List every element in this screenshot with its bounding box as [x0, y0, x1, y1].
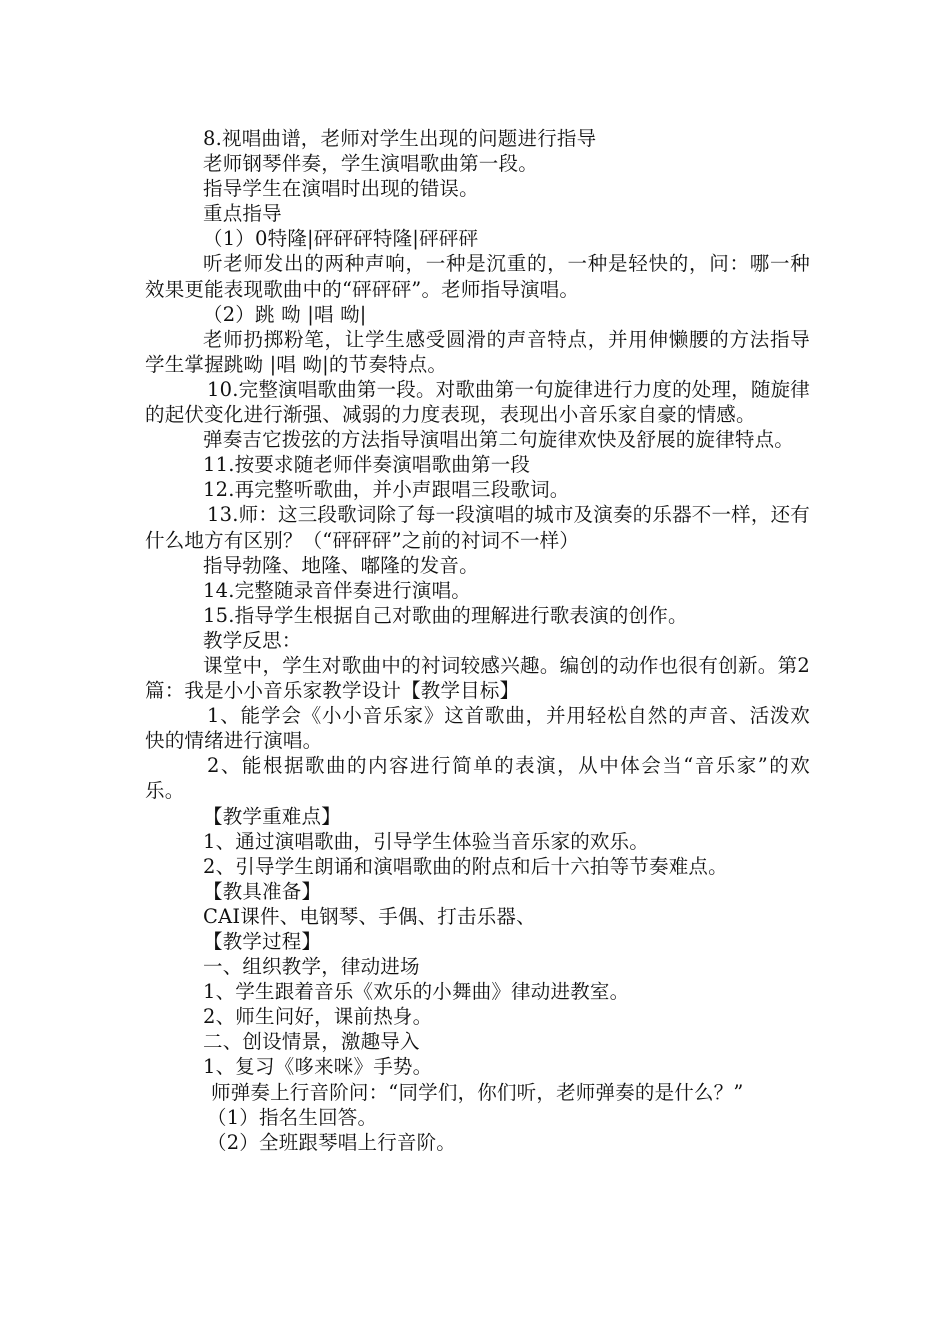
paragraph: 13.师：这三段歌词除了每一段演唱的城市及演奏的乐器不一样，还有什么地方有区别？（“砰砰砰”之前的衬词不一样） [145, 503, 810, 552]
paragraph: （2）跳 呦 |唱 呦| [203, 302, 367, 326]
paragraph: 10.完整演唱歌曲第一段。对歌曲第一句旋律进行力度的处理，随旋律的起伏变化进行渐强、减弱的力度表现，表现出小音乐家自豪的情感。 [145, 377, 810, 427]
paragraph: 2、能根据歌曲的内容进行简单的表演，从中体会当“音乐家”的欢乐。 [145, 754, 810, 803]
paragraph: 2、师生问好，课前热身。 [203, 1005, 433, 1029]
paragraph: 听老师发出的两种声响，一种是沉重的，一种是轻快的，问：哪一种效果更能表现歌曲中的“砰砰砰”。老师指导演唱。 [145, 252, 810, 301]
paragraph: 15.指导学生根据自己对歌曲的理解进行歌表演的创作。 [203, 603, 688, 627]
section-heading: 【教具准备】 [203, 879, 322, 903]
paragraph: （2）全班跟琴唱上行音阶。 [207, 1130, 457, 1154]
paragraph: 指导学生在演唱时出现的错误。 [203, 177, 479, 201]
paragraph: 14.完整随录音伴奏进行演唱。 [203, 578, 472, 602]
paragraph: 一、组织教学，律动进场 [203, 955, 420, 979]
paragraph: 教学反思： [203, 628, 302, 652]
paragraph: 老师钢琴伴奏，学生演唱歌曲第一段。 [203, 152, 538, 176]
section-heading: 【教学重难点】 [203, 804, 341, 828]
paragraph: 师弹奏上行音阶问：“同学们，你们听，老师弹奏的是什么？” [211, 1080, 744, 1104]
paragraph: 重点指导 [203, 202, 282, 226]
paragraph: 1、能学会《小小音乐家》这首歌曲，并用轻松自然的声音、活泼欢快的情绪进行演唱。 [145, 704, 810, 753]
paragraph: 8.视唱曲谱，老师对学生出现的问题进行指导 [203, 127, 597, 150]
document-body [145, 126, 810, 1155]
paragraph: 课堂中，学生对歌曲中的衬词较感兴趣。编创的动作也很有创新。第2篇：我是小小音乐家教学设计【教学目标】 [145, 653, 810, 703]
paragraph: 1、学生跟着音乐《欢乐的小舞曲》律动进教室。 [203, 980, 630, 1004]
section-heading: 【教学过程】 [203, 930, 322, 953]
paragraph: 老师扔掷粉笔，让学生感受圆滑的声音特点，并用伸懒腰的方法指导学生掌握跳呦 |唱 呦|的节奏特点。 [145, 327, 810, 376]
paragraph: 1、通过演唱歌曲，引导学生体验当音乐家的欢乐。 [203, 829, 650, 853]
paragraph: 2、引导学生朗诵和演唱歌曲的附点和后十六拍等节奏难点。 [203, 854, 728, 878]
paragraph: 1、复习《哆来咪》手势。 [203, 1055, 433, 1079]
paragraph: 弹奏吉它拨弦的方法指导演唱出第二句旋律欢快及舒展的旋律特点。 [203, 428, 795, 452]
paragraph: （1）0特隆|砰砰砰特隆|砰砰砰 [203, 227, 479, 251]
paragraph: CAI课件、电钢琴、手偶、打击乐器、 [203, 904, 536, 928]
paragraph: 指导勃隆、地隆、嘟隆的发音。 [203, 553, 479, 577]
paragraph: （1）指名生回答。 [207, 1105, 378, 1129]
paragraph: 11.按要求随老师伴奏演唱歌曲第一段 [203, 453, 531, 477]
paragraph: 二、创设情景，激趣导入 [203, 1030, 420, 1054]
paragraph: 12.再完整听歌曲，并小声跟唱三段歌词。 [203, 478, 570, 502]
